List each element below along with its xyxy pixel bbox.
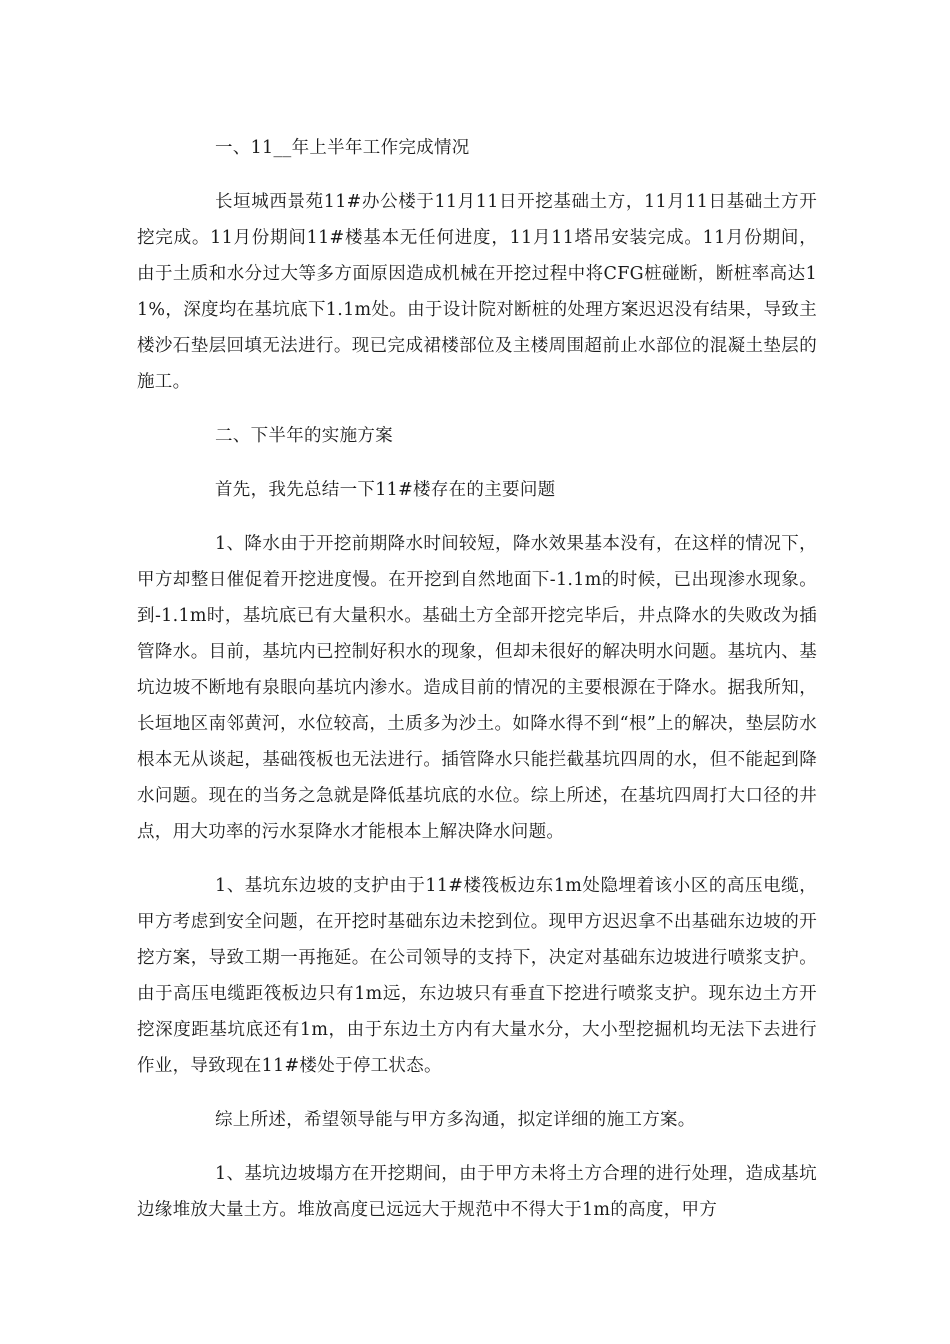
paragraph-dewatering: 1、降水由于开挖前期降水时间较短，降水效果基本没有，在这样的情况下，甲方却整日催促着开挖进度慢。在开挖到自然地面下-1.1m的时候，已出现渗水现象。到-1.1m时，基坑底已有大量积水。基础土方全部开挖完毕后，井点降水的失败改为插管降水。目前，基坑内已控制好积水的现象，但却未很好的解决明水问题。基坑内、基坑边坡不断地有泉眼向基坑内渗水。造成目前的情况的主要根源在于降水。据我所知，长垣地区南邻黄河，水位较高，土质多为沙土。如降水得不到“根”上的解决，垫层防水根本无从谈起，基础筏板也无法进行。插管降水只能拦截基坑四周的水，但不能起到降水问题。现在的当务之急就是降低基坑底的水位。综上所述，在基坑四周打大口径的井点，用大功率的污水泵降水才能根本上解决降水问题。	[137, 534, 817, 842]
section-heading-first-half: 一、11__年上半年工作完成情况	[215, 138, 470, 158]
document-body	[137, 130, 817, 1246]
paragraph-slope-collapse: 1、基坑边坡塌方在开挖期间，由于甲方未将土方合理的进行处理，造成基坑边缘堆放大量土方。堆放高度已远远大于规范中不得大于1m的高度，甲方	[137, 1164, 817, 1220]
paragraph-east-slope-support: 1、基坑东边坡的支护由于11#楼筏板边东1m处隐埋着该小区的高压电缆，甲方考虑到安全问题，在开挖时基础东边未挖到位。现甲方迟迟拿不出基础东边坡的开挖方案，导致工期一再拖延。在公司领导的支持下，决定对基础东边坡进行喷浆支护。由于高压电缆距筏板边只有1m远，东边坡只有垂直下挖进行喷浆支护。现东边土方开挖深度距基坑底还有1m，由于东边土方内有大量水分，大小型挖掘机均无法下去进行作业，导致现在11#楼处于停工状态。	[137, 876, 817, 1076]
paragraph-problems-intro: 首先，我先总结一下11#楼存在的主要问题	[215, 480, 556, 500]
section-heading-second-half: 二、下半年的实施方案	[215, 426, 393, 446]
paragraph-progress-summary: 长垣城西景苑11#办公楼于11月11日开挖基础土方，11月11日基础土方开挖完成。11月份期间11#楼基本无任何进度，11月11塔吊安装完成。11月份期间，由于土质和水分过大等多方面原因造成机械在开挖过程中将CFG桩碰断，断桩率高达11%，深度均在基坑底下1.1m处。由于设计院对断桩的处理方案迟迟没有结果，导致主楼沙石垫层回填无法进行。现已完成裙楼部位及主楼周围超前止水部位的混凝土垫层的施工。	[137, 192, 817, 392]
paragraph-conclusion: 综上所述，希望领导能与甲方多沟通，拟定详细的施工方案。	[215, 1110, 696, 1130]
